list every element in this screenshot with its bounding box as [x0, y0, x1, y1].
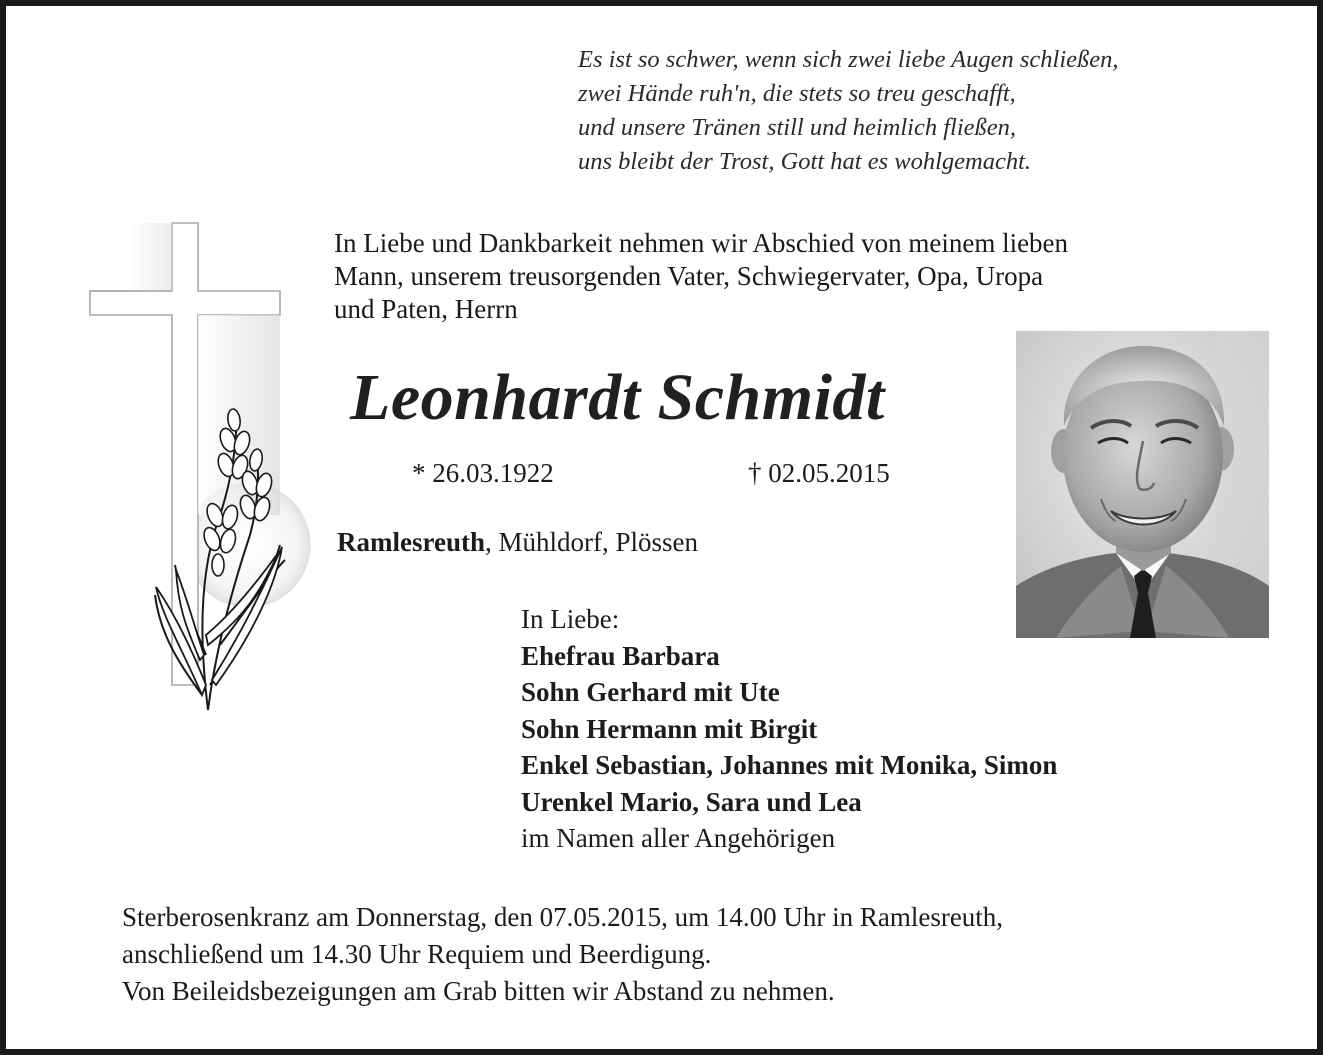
- memorial-poem: [578, 43, 1268, 179]
- poem-line: uns bleibt der Trost, Gott hat es wohlgemacht.: [578, 148, 1032, 175]
- portrait-photo: [1016, 331, 1269, 638]
- birth-date: * 26.03.1922: [412, 458, 554, 488]
- places: [337, 523, 698, 561]
- place-main: Ramlesreuth: [337, 527, 485, 557]
- poem-line: und unsere Tränen still und heimlich fließen,: [578, 114, 1017, 141]
- poem-line: Es ist so schwer, wenn sich zwei liebe Augen schließen,: [578, 46, 1119, 73]
- funeral-info-line: anschließend um 14.30 Uhr Requiem und Beerdigung.: [122, 939, 712, 969]
- mourner: Sohn Hermann mit Birgit: [521, 713, 818, 744]
- mourner: Ehefrau Barbara: [521, 640, 720, 671]
- funeral-info: [122, 899, 1272, 1010]
- cross-wheat-icon: [80, 215, 330, 720]
- mourners-heading: In Liebe:: [521, 604, 620, 634]
- funeral-info-line: Von Beileidsbezeigungen am Grab bitten wir Abstand zu nehmen.: [122, 976, 835, 1006]
- mourners-list: [521, 601, 1221, 857]
- mourner: Enkel Sebastian, Johannes mit Monika, Simon: [521, 750, 1058, 780]
- intro-line: Mann, unserem treusorgenden Vater, Schwiegervater, Opa, Uropa: [334, 261, 1044, 291]
- place-rest: , Mühldorf, Plössen: [485, 527, 699, 557]
- funeral-info-line: Sterberosenkranz am Donnerstag, den 07.05.2015, um 14.00 Uhr in Ramlesreuth,: [122, 902, 1004, 932]
- mourner: Sohn Gerhard mit Ute: [521, 677, 780, 707]
- intro-line: und Paten, Herrn: [334, 294, 518, 324]
- death-date: † 02.05.2015: [748, 458, 890, 488]
- poem-line: zwei Hände ruh'n, die stets so treu geschafft,: [578, 80, 1016, 107]
- life-dates: [412, 453, 1012, 493]
- intro-line: In Liebe und Dankbarkeit nehmen wir Abschied von meinem lieben: [334, 228, 1069, 258]
- mourners-closing: im Namen aller Angehörigen: [521, 823, 836, 853]
- intro-text: [334, 227, 1234, 326]
- deceased-name: Leonhardt Schmidt: [350, 361, 885, 434]
- mourner: Urenkel Mario, Sara und Lea: [521, 786, 862, 817]
